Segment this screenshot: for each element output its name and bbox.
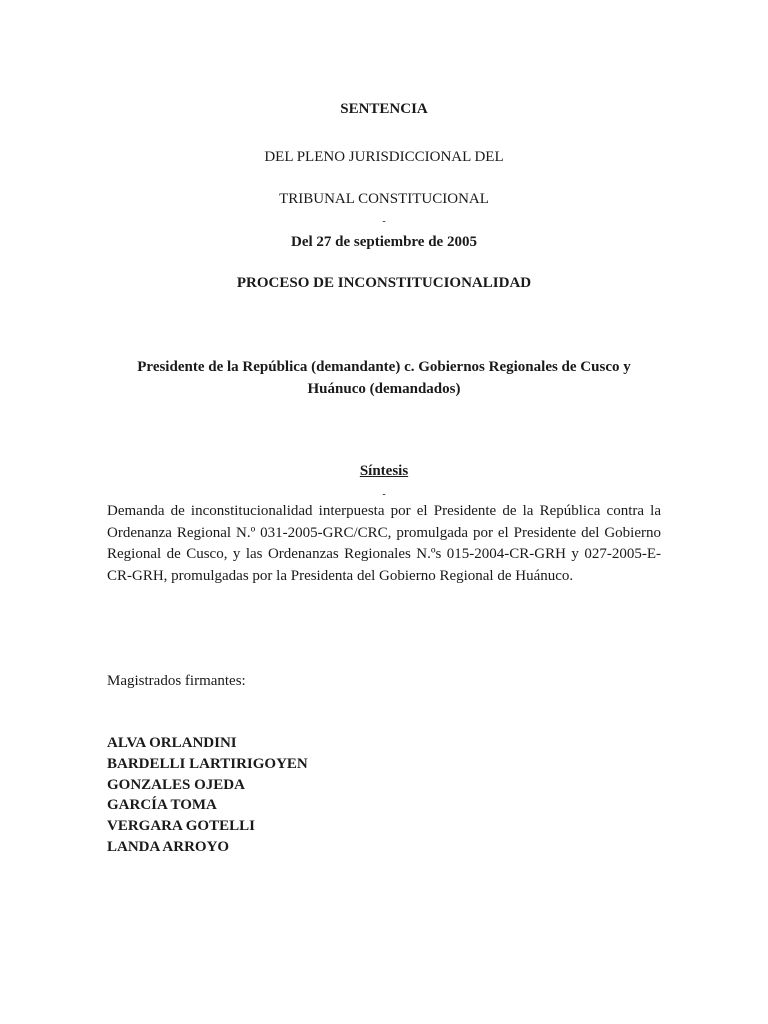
sentence-date: Del 27 de septiembre de 2005 (291, 234, 477, 250)
document-title: SENTENCIA (340, 101, 428, 117)
magistrate-name: GARCÍA TOMA (107, 797, 217, 814)
case-parties: Presidente de la República (demandante) c. Gobiernos Regionales de Cusco y Huánuco (demandados) (137, 359, 631, 397)
process-type: PROCESO DE INCONSTITUCIONALIDAD (236, 275, 532, 291)
magistrates-label: Magistrados firmantes: (107, 673, 246, 689)
court-line-1: DEL PLENO JURISDICCIONAL DEL (264, 149, 504, 165)
magistrate-name: ALVA ORLANDINI (107, 735, 237, 751)
synthesis-body: Demanda de inconstitucionalidad interpuesta por el Presidente de la República contra la Ordenanza Regional N.º 031-2005-GRC/CRC, promulgada por el Presidente del Gobierno Regional de Cusco, y las Ordenanzas Regionales N.ºs 015-2004-CR-GRH y 027-2005-E-CR-GRH, promulgadas por la Presidenta del Gobierno Regional de Huánuco. (107, 503, 661, 584)
synthesis-separator: - (382, 489, 386, 500)
synthesis-title: Síntesis (359, 463, 409, 479)
court-line-2: TRIBUNAL CONSTITUCIONAL (279, 191, 489, 207)
header-separator: - (382, 216, 386, 227)
magistrate-name: GONZALES OJEDA (107, 776, 245, 793)
magistrate-name: BARDELLI LARTIRIGOYEN (107, 755, 308, 772)
magistrates-list (107, 733, 308, 858)
magistrate-name: LANDA ARROYO (107, 838, 230, 855)
magistrate-name: VERGARA GOTELLI (107, 818, 255, 835)
